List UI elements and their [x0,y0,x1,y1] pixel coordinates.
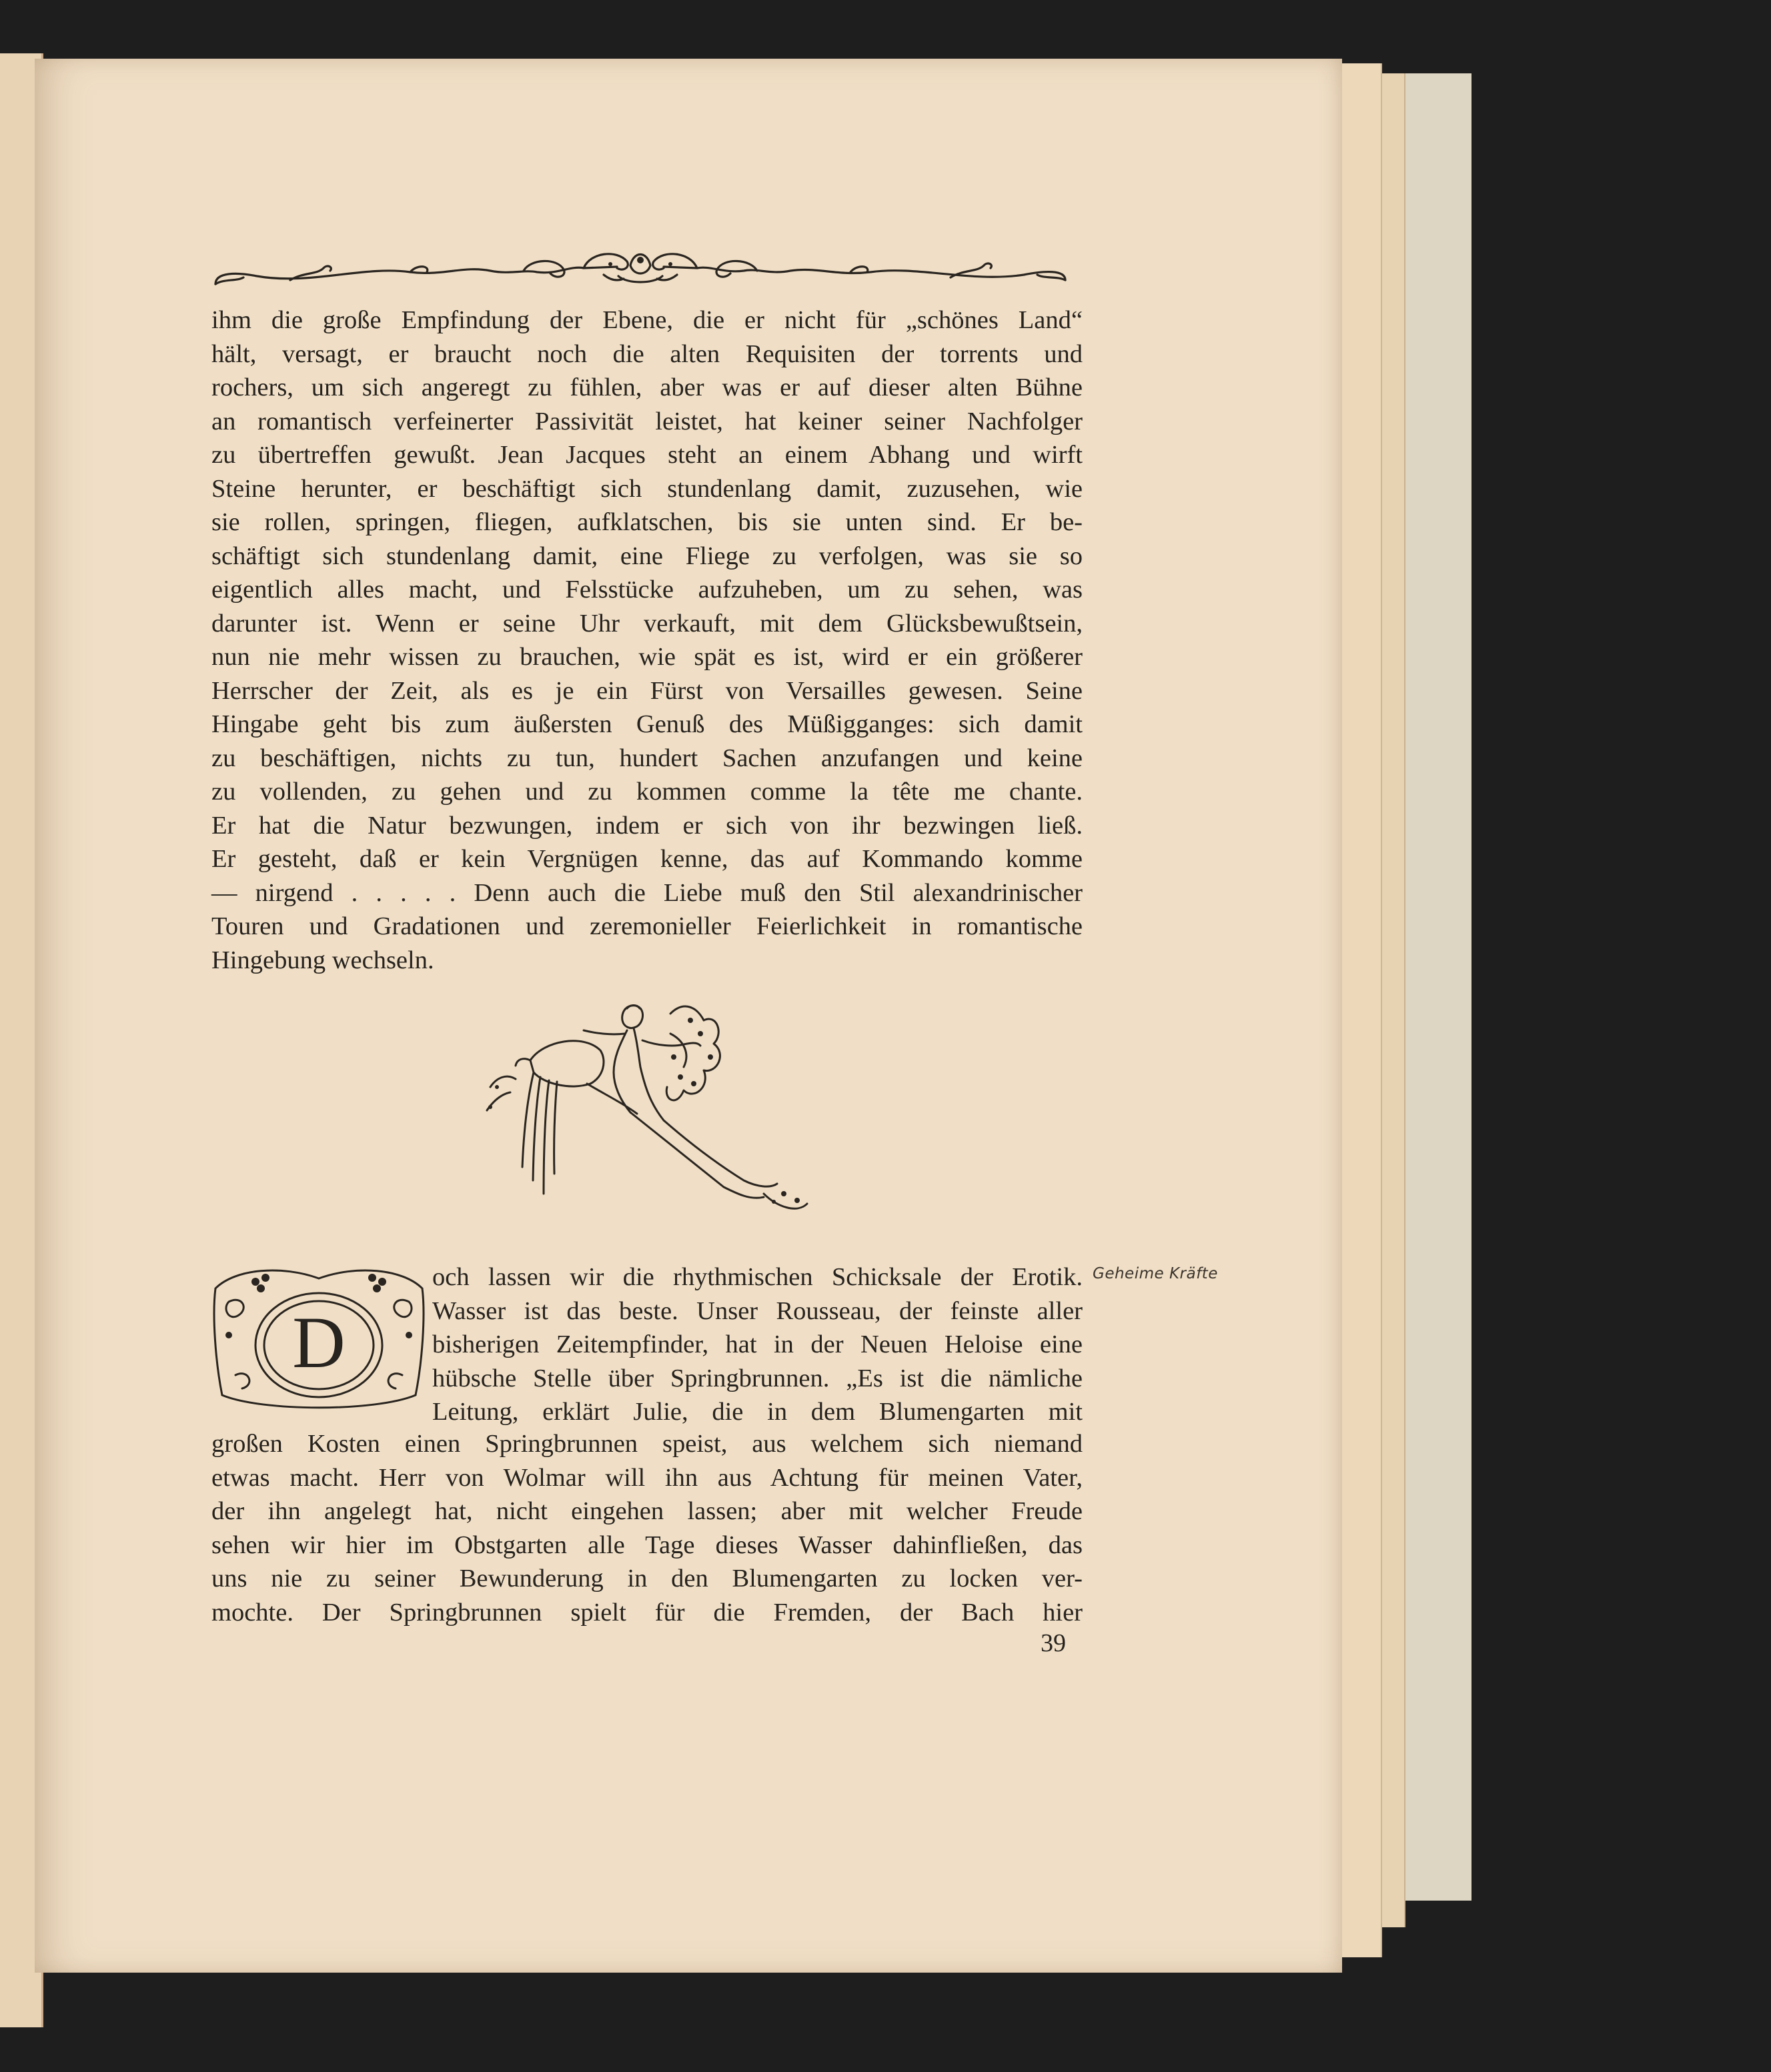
text-line: großen Kosten einen Springbrunnen speist, aus welchem sich niemand [211,1430,1083,1458]
nymph-with-urn-illustration [470,994,824,1234]
text-line: schäftigt sich stundenlang damit, eine Fliege zu verfolgen, was sie so [211,542,1083,570]
text-line: rochers, um sich angeregt zu fühlen, aber was er auf dieser alten Bühne [211,373,1083,401]
text-line: darunter ist. Wenn er seine Uhr verkauft, mit dem Glücksbewußtsein, [211,609,1083,638]
text-line: Herrscher der Zeit, als es je ein Fürst von Versailles gewesen. Seine [211,676,1083,705]
ornamental-dropcap [209,1262,429,1415]
text-line: mochte. Der Springbrunnen spielt für die Fremden, der Bach hier [211,1598,1083,1627]
text-line: sehen wir hier im Obstgarten alle Tage dieses Wasser dahinfließen, das [211,1530,1083,1559]
text-line: hübsche Stelle über Springbrunnen. „Es ist die nämliche [432,1364,1083,1392]
text-line: Hingebung wechseln. [211,946,434,974]
paragraph-1 [211,303,1083,977]
text-line: Touren und Gradationen und zeremonieller Feierlichkeit in romantische [211,912,1083,940]
text-line: Hingabe geht bis zum äußersten Genuß des Müßigganges: sich damit [211,710,1083,738]
text-line: etwas macht. Herr von Wolmar will ihn aus Achtung für meinen Vater, [211,1463,1083,1492]
marginal-note: Geheime Kräfte [1093,1265,1218,1282]
paragraph-2-continuation [211,1427,1083,1629]
text-line: nun nie mehr wissen zu brauchen, wie spät es ist, wird er ein größerer [211,643,1083,671]
text-line: zu übertreffen gewußt. Jean Jacques steht an einem Abhang und wirft [211,441,1083,469]
text-line: zu vollenden, zu gehen und zu kommen comme la tête me chante. [211,778,1083,806]
text-line: an romantisch verfeinerter Passivität leistet, hat keiner seiner Nachfolger [211,407,1083,435]
text-line: sie rollen, springen, fliegen, aufklatschen, bis sie unten sind. Er be- [211,508,1083,536]
text-line: bisherigen Zeitempfinder, hat in der Neuen Heloise eine [432,1330,1083,1358]
text-line: och lassen wir die rhythmischen Schicksale der Erotik. [432,1263,1083,1291]
page-number: 39 [1041,1629,1066,1657]
ornamental-header-rule [210,245,1071,292]
text-line: uns nie zu seiner Bewunderung in den Blumengarten zu locken ver- [211,1565,1083,1593]
text-line: ihm die große Empfindung der Ebene, die er nicht für „schönes Land“ [211,306,1083,334]
text-line: Wasser ist das beste. Unser Rousseau, der feinste aller [432,1296,1083,1325]
text-line: hält, versagt, er braucht noch die alten Requisiten der torrents und [211,339,1083,368]
text-line: zu beschäftigen, nichts zu tun, hundert Sachen anzufangen und keine [211,744,1083,772]
dropcap-letter: D [292,1302,346,1383]
text-line: — nirgend . . . . . Denn auch die Liebe muß den Stil alexandrinischer [211,878,1083,907]
text-line: Er gesteht, daß er kein Vergnügen kenne, das auf Kommando komme [211,845,1083,873]
text-line: Steine herunter, er beschäftigt sich stundenlang damit, zuzusehen, wie [211,474,1083,503]
text-line: eigentlich alles macht, und Felsstücke aufzuheben, um zu sehen, was [211,576,1083,604]
paragraph-2-opening [432,1260,1083,1429]
text-line: Er hat die Natur bezwungen, indem er sich von ihr bezwingen ließ. [211,811,1083,840]
text-line: der ihn angelegt hat, nicht eingehen lassen; aber mit welcher Freude [211,1497,1083,1525]
text-line: Leitung, erklärt Julie, die in dem Blumengarten mit [432,1398,1083,1426]
